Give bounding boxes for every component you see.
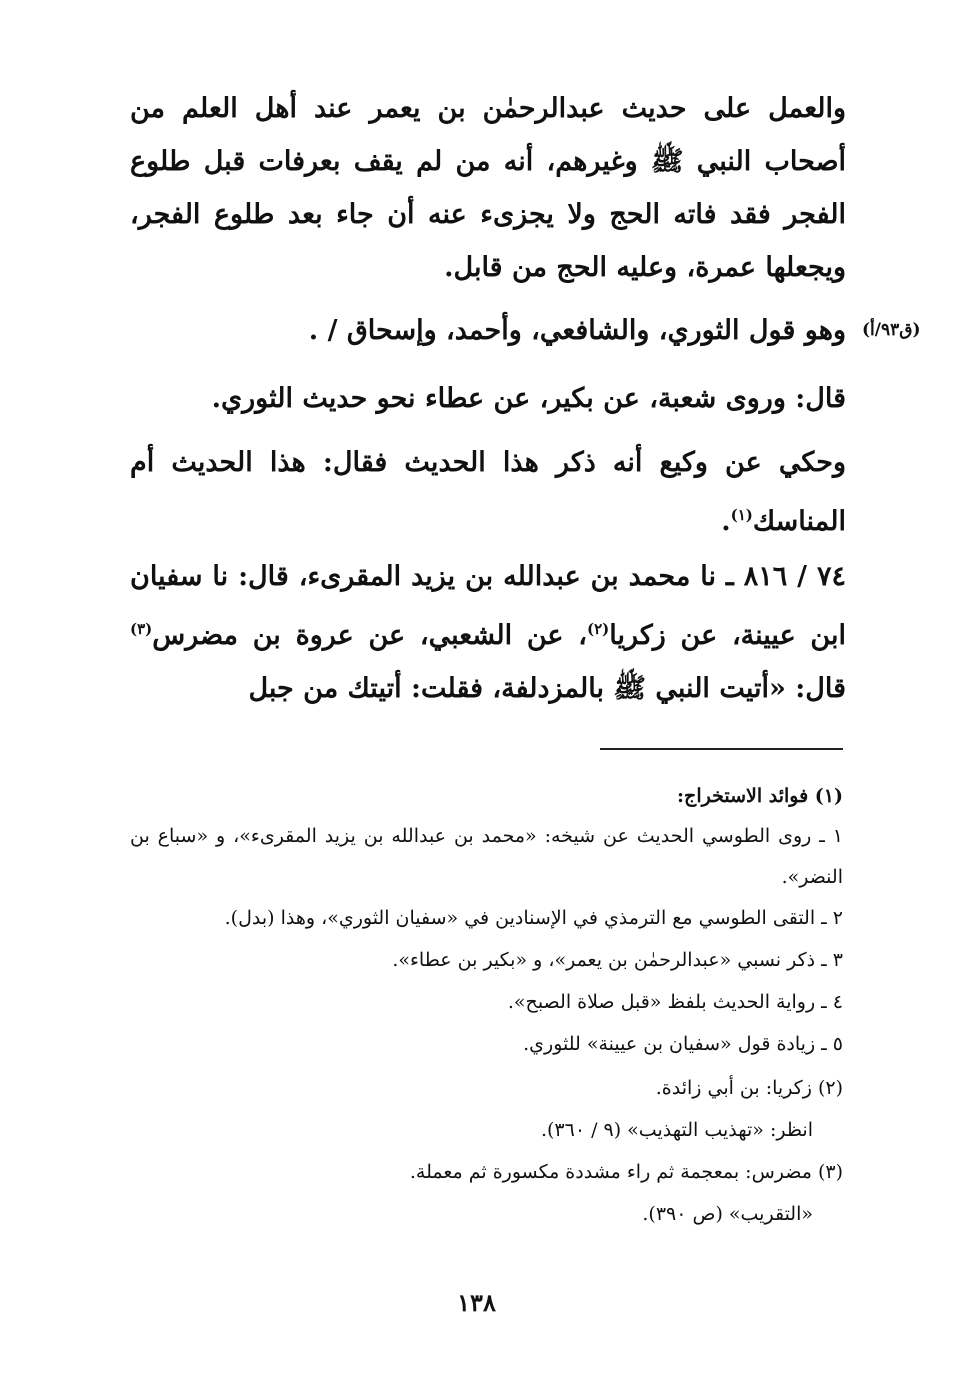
- paragraph-4: [130, 436, 846, 548]
- footnote-2-line-1: (٢) زكريا: بن أبي زائدة.: [655, 1077, 843, 1099]
- paragraph-5-text-c: قال: «أتيت النبي ﷺ بالمزدلفة، فقلت: أتيتك من جبل: [248, 673, 846, 704]
- page-number: ١٣٨: [457, 1288, 496, 1317]
- footnote-1-item-3: ٣ ـ ذكر نسبي «عبدالرحمٰن بن يعمر»، و «بكير بن عطاء».: [392, 949, 843, 971]
- footnote-1-title: (١) فوائد الاستخراج:: [677, 785, 843, 807]
- paragraph-3: قال: وروى شعبة، عن بكير، عن عطاء نحو حديث الثوري.: [211, 383, 846, 414]
- footnote-3-line-1: (٣) مضرس: بمعجمة ثم راء مشددة مكسورة ثم معملة.: [409, 1161, 843, 1183]
- paragraph-5: [130, 550, 846, 715]
- paragraph-2: وهو قول الثوري، والشافعي، وأحمد، وإسحاق / .: [308, 315, 846, 346]
- paragraph-5-text-a: ٧٤ / ٨١٦ ـ نا محمد بن عبدالله بن يزيد المقرىء، قال: نا سفيان ابن عيينة، عن زكريا: [130, 561, 846, 651]
- footnote-1-item-4: ٤ ـ رواية الحديث بلفظ «قبل صلاة الصبح».: [507, 991, 843, 1013]
- paragraph-4-text: وحكي عن وكيع أنه ذكر هذا الحديث فقال: هذا الحديث أم المناسك: [130, 447, 846, 537]
- manuscript-folio-reference: (ق٩٣/أ): [862, 320, 921, 340]
- paragraph-5-text-b: ، عن الشعبي، عن عروة بن مضرس: [152, 620, 587, 651]
- footnote-1-item-1: ١ ـ روى الطوسي الحديث عن شيخه: «محمد بن عبدالله بن يزيد المقرىء»، و «سباع بن النضر».: [130, 825, 843, 888]
- footnote-divider: [600, 748, 843, 750]
- footnote-1-item-5: ٥ ـ زيادة قول «سفيان بن عيينة» للثوري.: [523, 1033, 843, 1055]
- footnote-ref-1[interactable]: (١): [730, 506, 753, 524]
- paragraph-4-end: .: [721, 506, 731, 537]
- footnote-2-line-2: انظر: «تهذيب التهذيب» (٩ / ٣٦٠).: [540, 1119, 813, 1141]
- footnote-1-item-2: ٢ ـ التقى الطوسي مع الترمذي في الإسنادين في «سفيان الثوري»، وهذا (بدل).: [224, 907, 843, 929]
- footnote-ref-2[interactable]: (٢): [586, 620, 610, 638]
- footnote-ref-3[interactable]: (٣): [130, 620, 153, 638]
- paragraph-1: والعمل على حديث عبدالرحمٰن بن يعمر عند أهل العلم من أصحاب النبي ﷺ وغيرهم، أنه من لم يقف بعرفات قبل طلوع الفجر فقد فاته الحج ولا يجزىء عنه أن جاء بعد طلوع الفجر، ويجعلها عمرة، وعليه الحج من قابل.: [130, 93, 846, 283]
- footnote-3-line-2: «التقريب» (ص ٣٩٠).: [642, 1203, 813, 1225]
